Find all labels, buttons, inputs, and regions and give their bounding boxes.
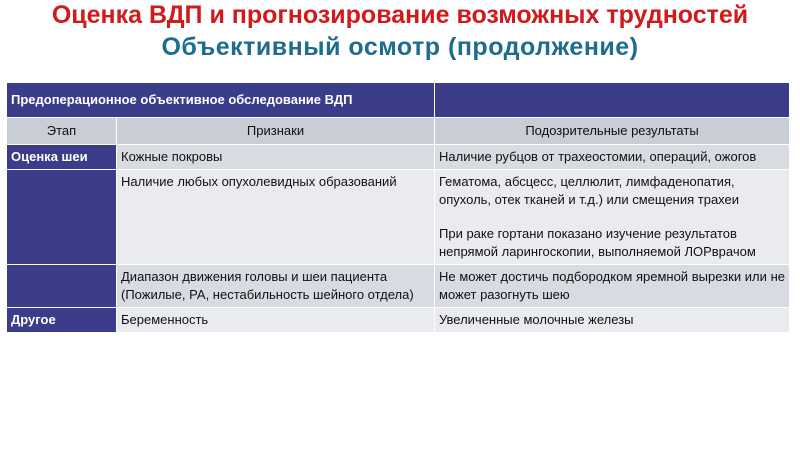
result-cell: Наличие рубцов от трахеостомии, операций, ожогов	[435, 145, 790, 170]
stage-cell: Оценка шеи	[7, 145, 117, 170]
sign-text: Диапазон движения головы и шеи пациента	[121, 269, 388, 284]
stage-cell	[7, 265, 117, 308]
slide-title	[0, 2, 800, 60]
exam-table	[6, 82, 790, 333]
sign-cell: Наличие любых опухолевидных образований	[117, 170, 435, 265]
table-row	[7, 145, 790, 170]
stage-cell: Другое	[7, 308, 117, 333]
sign-cell: Беременность	[117, 308, 435, 333]
table-header-row	[7, 83, 790, 118]
table-header-title: Предоперационное объективное обследование ВДП	[7, 83, 435, 118]
table-header-empty	[435, 83, 790, 118]
result-note: При раке гортани показано изучение результатов непрямой ларингоскопии, выполняемой ЛОРврачом	[439, 226, 756, 259]
sign-cell	[117, 265, 435, 308]
stage-cell	[7, 170, 117, 265]
sign-cell: Кожные покровы	[117, 145, 435, 170]
result-spacer	[439, 209, 785, 225]
table-row	[7, 308, 790, 333]
column-header-row	[7, 118, 790, 145]
title-line-1: Оценка ВДП и прогнозирование возможных трудностей	[51, 1, 749, 29]
sign-note: (Пожилые, РА, нестабильность шейного отдела)	[121, 287, 414, 302]
title-line-2: Объективный осмотр (продолжение)	[161, 33, 639, 61]
column-header-signs: Признаки	[117, 118, 435, 145]
table-row	[7, 170, 790, 265]
result-cell: Не может достичь подбородком яремной вырезки или не может разогнуть шею	[435, 265, 790, 308]
result-cell: Увеличенные молочные железы	[435, 308, 790, 333]
result-text: Гематома, абсцесс, целлюлит, лимфаденопатия, опухоль, отек тканей и т.д.) или смещения трахеи	[439, 174, 740, 207]
column-header-results: Подозрительные результаты	[435, 118, 790, 145]
result-cell	[435, 170, 790, 265]
column-header-stage: Этап	[7, 118, 117, 145]
table-row	[7, 265, 790, 308]
